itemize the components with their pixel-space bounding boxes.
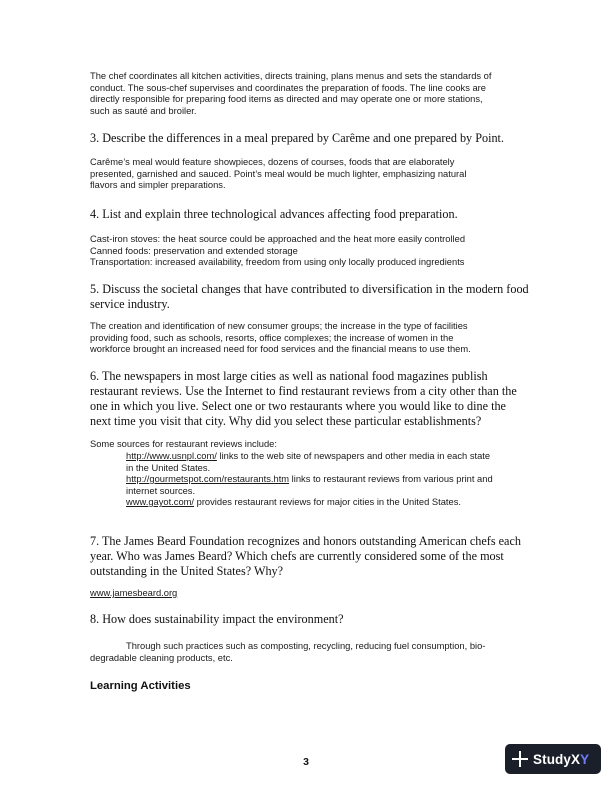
page-number: 3 [303, 756, 309, 768]
question-5 [90, 282, 530, 312]
text-line: year. Who was James Beard? Which chefs are currently considered some of the most [90, 549, 504, 563]
question-7 [90, 534, 530, 579]
text-line: such as sauté and broiler. [90, 105, 197, 116]
text-line: restaurant reviews. Use the Internet to find restaurant reviews from a city other than the [90, 384, 517, 398]
text-line: service industry. [90, 297, 170, 311]
source-link-gourmetspot[interactable]: http://gourmetspot.com/restaurants.htm [126, 474, 290, 484]
text-line: Carême’s meal would feature showpieces, dozens of courses, foods that are elaborately [90, 157, 455, 167]
source-item [126, 474, 530, 497]
answer-3 [90, 157, 530, 192]
answer-4 [90, 234, 530, 269]
text-line: directly responsible for preparing food items as directed and may operate one or more stations, [90, 94, 483, 104]
question-6 [90, 369, 530, 429]
sources-intro: Some sources for restaurant reviews include: [90, 439, 277, 449]
jamesbeard-link[interactable]: www.jamesbeard.org [90, 588, 178, 598]
source-item [126, 451, 530, 474]
brand-part1: StudyX [533, 751, 581, 767]
text-line: The chef coordinates all kitchen activities, directs training, plans menus and sets the standards of [90, 71, 492, 81]
text-line: 6. The newspapers in most large cities as well as national food magazines publish [90, 369, 488, 383]
text-line: 5. Discuss the societal changes that have contributed to diversification in the modern food [90, 282, 529, 296]
answer-5 [90, 321, 530, 356]
answer-8 [90, 641, 530, 664]
source-link-gayot[interactable]: www.gayot.com/ [126, 497, 195, 507]
text-line: workforce brought an increased need for food services and the financial means to use them. [90, 344, 471, 354]
source-desc: provides restaurant reviews for major cities in the United States. [194, 497, 461, 507]
text-line: presented, garnished and sauced. Point’s meal would be much lighter, emphasizing natural [90, 168, 467, 179]
source-link-usnpl[interactable]: http://www.usnpl.com/ [126, 451, 217, 461]
jamesbeard-link-line [90, 588, 530, 600]
text-line: Canned foods: preservation and extended storage [90, 245, 298, 256]
plus-icon [512, 751, 528, 767]
text-line: one in which you live. Select one or two restaurants where you would like to dine the [90, 399, 506, 413]
text-line: degradable cleaning products, etc. [90, 652, 233, 663]
learning-activities-heading: Learning Activities [90, 680, 191, 692]
text-line: providing food, such as schools, resorts, office complexes; the increase of women in the [90, 332, 454, 343]
source-desc-cont: internet sources. [126, 485, 196, 496]
text-line: outstanding in the United States? Why? [90, 564, 284, 578]
source-desc-cont: in the United States. [126, 462, 211, 473]
question-3: 3. Describe the differences in a meal prepared by Carême and one prepared by Point. [90, 131, 504, 145]
text-line: Transportation: increased availability, freedom from using only locally produced ingredients [90, 257, 465, 267]
text-line: Cast-iron stoves: the heat source could be approached and the heat more easily controlled [90, 234, 466, 244]
text-line: 7. The James Beard Foundation recognizes and honors outstanding American chefs each [90, 534, 521, 548]
text-line: Through such practices such as composting, recycling, reducing fuel consumption, bio- [126, 641, 486, 651]
source-item [126, 497, 530, 509]
text-line: The creation and identification of new consumer groups; the increase in the type of facilities [90, 321, 468, 331]
text-line: next time you visit that city. Why did you select these particular establishments? [90, 414, 482, 428]
source-desc: links to restaurant reviews from various print and [289, 474, 493, 484]
text-line: flavors and simpler preparations. [90, 180, 226, 190]
question-8: 8. How does sustainability impact the environment? [90, 612, 344, 626]
intro-paragraph [90, 71, 530, 117]
sources-list [126, 451, 530, 509]
source-desc: links to the web site of newspapers and other media in each state [216, 451, 491, 461]
text-line: conduct. The sous-chef supervises and coordinates the preparation of foods. The line cooks are [90, 82, 486, 93]
studyx-badge[interactable] [505, 744, 601, 774]
question-4: 4. List and explain three technological advances affecting food preparation. [90, 207, 458, 221]
brand-part2: Y [580, 751, 590, 767]
studyx-logo-text [533, 752, 589, 767]
